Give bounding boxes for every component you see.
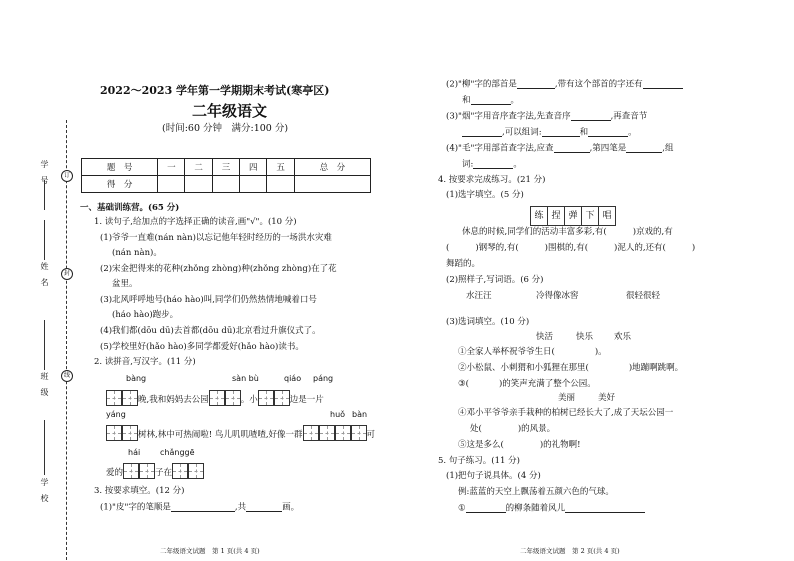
choice-char: 下: [582, 207, 599, 225]
score-cell[interactable]: [212, 176, 239, 193]
fill-sentence-2: [458, 364, 683, 373]
pinyin: hái: [128, 448, 141, 457]
question-text: ,可以组词:: [502, 127, 542, 138]
fill-sentence-3: [458, 380, 596, 389]
q4-instruction: 4. 按要求完成练习。(21 分): [438, 175, 546, 185]
answer-blank[interactable]: [466, 504, 506, 513]
q1-instruction: 1. 读句子,给加点的字选择正确的读音,画"√"。(10 分): [94, 217, 297, 227]
passage-text: )京戏的,有: [632, 227, 673, 237]
char-box[interactable]: [123, 463, 139, 479]
question-text: ,第四笔是: [589, 143, 627, 154]
q4-2-instruction: (2)照样子,写词语。(6 分): [446, 275, 544, 285]
fill-sentence-4: ④邓小平爷爷亲手栽种的柏树已经长大了,成了天坛公园一: [458, 408, 674, 418]
q1-4-sentence: (4)我们都(dōu dū)去首都(dōu dū)北京看过升旗仪式了。: [100, 326, 321, 336]
writing-line-3: [106, 460, 204, 479]
passage-text: (: [446, 243, 450, 253]
school-field[interactable]: [44, 420, 45, 475]
score-header-cell: 三: [212, 159, 239, 176]
sentence-text: )的礼物啊!: [539, 440, 581, 450]
page-footer-right: 二年级语文试题 第 2 页(共 4 页): [520, 547, 620, 555]
class-field[interactable]: [44, 320, 45, 370]
question-text: 画。: [282, 502, 300, 513]
word-option: 美丽: [558, 393, 576, 403]
char-box[interactable]: [274, 390, 290, 406]
page-footer-left: 二年级语文试题 第 1 页(共 4 页): [160, 547, 260, 555]
score-row-label: 得 分: [82, 176, 158, 193]
q4-1-passage-2: [446, 244, 695, 253]
q3-4-line: [446, 144, 673, 153]
question-text: 和: [579, 127, 589, 138]
answer-blank[interactable]: [571, 112, 611, 121]
binding-mark-feng: 封: [61, 268, 73, 280]
sentence-text: )的风景。: [517, 424, 556, 434]
question-text: 。: [513, 159, 522, 170]
choice-char: 唱: [602, 211, 612, 221]
sentence-text: 处(: [470, 424, 482, 434]
passage-text: )围棋的,有(: [544, 243, 589, 253]
choice-char: 捏: [548, 207, 565, 225]
score-cell[interactable]: [185, 176, 212, 193]
answer-blank[interactable]: [626, 144, 662, 153]
question-text: ,共: [234, 502, 247, 513]
fill-sentence-1: [458, 348, 607, 357]
section-1-heading: 一、基础训练营。(65 分): [80, 203, 180, 213]
word-option: 欢乐: [614, 332, 632, 342]
q5-1-instruction: (1)把句子说具体。(4 分): [446, 471, 541, 481]
q3-3-line: [446, 112, 647, 121]
word-option: 快乐: [576, 332, 594, 342]
example-word: 冷得像冰窖: [536, 291, 579, 301]
passage-text: 休息的时候,同学们的活动丰富多彩,有(: [462, 227, 607, 237]
passage-text: 晚,我和妈妈去公园: [138, 395, 209, 405]
question-text: 和: [462, 95, 471, 106]
score-header-cell: 一: [158, 159, 185, 176]
score-header-cell: 二: [185, 159, 212, 176]
char-box[interactable]: [258, 390, 274, 406]
q1-3-sentence: (3)北风呼呼地号(háo hào)叫,同学们仍然热情地喊着口号: [100, 295, 317, 305]
score-header-cell: 题 号: [82, 159, 158, 176]
score-table: [81, 158, 371, 193]
q1-1-sentence-cont: (nán nàn)。: [112, 248, 162, 258]
pinyin: huǒ: [330, 410, 346, 419]
binding-mark-ding: 订: [61, 170, 73, 182]
char-box[interactable]: [188, 463, 204, 479]
answer-blank[interactable]: [554, 144, 590, 153]
sentence-text: ③(: [458, 379, 469, 389]
q1-5-sentence: (5)学校里好(hǎo hào)多同学都爱好(hǎo hào)读书。: [100, 342, 304, 352]
answer-blank[interactable]: [588, 128, 628, 137]
score-cell[interactable]: [267, 176, 294, 193]
score-header-cell: 五: [267, 159, 294, 176]
binding-mark-xian: 线: [61, 370, 73, 382]
score-table-header-row: [82, 159, 371, 176]
answer-blank[interactable]: [246, 503, 282, 512]
example-word: 很轻很轻: [626, 291, 661, 301]
score-cell[interactable]: [158, 176, 185, 193]
q1-1-sentence: (1)爷爷一直难(nán nàn)以忘记他年轻时经历的一场洪水灾难: [100, 233, 332, 243]
score-cell[interactable]: [294, 176, 370, 193]
name-label: 姓 名: [40, 262, 49, 286]
question-text: (2)"柳"字的部首是: [446, 79, 517, 90]
passage-text: 树林,林中可热闹啦! 鸟儿叽叽喳喳,好像一群: [138, 430, 303, 440]
score-header-cell: 四: [240, 159, 267, 176]
student-id-field[interactable]: [44, 180, 45, 210]
student-id-label: 学 号: [40, 160, 49, 184]
q3-instruction: 3. 按要求填空。(12 分): [94, 486, 185, 496]
answer-blank[interactable]: [473, 160, 513, 169]
class-label: 班 级: [40, 372, 49, 396]
pinyin: sàn bù: [232, 374, 259, 383]
subject-title: 二年级语文: [192, 102, 268, 120]
time-and-score: (时间:60 分钟 满分:100 分): [162, 123, 289, 134]
choice-char: 练: [531, 207, 548, 225]
answer-blank[interactable]: [471, 96, 511, 105]
answer-blank[interactable]: [462, 128, 502, 137]
q3-3-line-cont: [462, 128, 637, 137]
question-text: 。: [510, 95, 520, 106]
answer-blank[interactable]: [565, 504, 645, 513]
sentence-text: ⑤这是多么(: [458, 440, 504, 450]
passage-text: )泥人的,还有(: [614, 243, 666, 253]
passage-text: 边是一片: [289, 395, 324, 405]
school-label: 学 校: [40, 478, 49, 502]
passage-text: 。小: [240, 395, 258, 405]
question-text: ,组: [662, 143, 674, 154]
q3-2-line: [446, 80, 683, 89]
q3-2-line-cont: [462, 96, 519, 105]
question-text: (3)"烟"字用音序查字法,先查音序: [446, 111, 571, 122]
char-box[interactable]: [172, 463, 188, 479]
word-option: 快活: [536, 332, 554, 342]
char-box[interactable]: [209, 390, 225, 406]
q1-2-sentence: (2)宋金把得来的花种(zhǒng zhòng)种(zhǒng zhòng)在了花: [100, 264, 337, 274]
passage-text: ): [691, 243, 696, 253]
char-box[interactable]: [303, 425, 319, 441]
pinyin: bàng: [126, 374, 147, 383]
score-header-cell: 总 分: [294, 159, 370, 176]
char-box[interactable]: [122, 425, 138, 441]
q5-instruction: 5. 句子练习。(11 分): [438, 456, 520, 466]
pinyin: páng: [313, 374, 334, 383]
answer-blank[interactable]: [171, 503, 235, 512]
sentence-text: )的笑声充满了整个公园。: [498, 379, 596, 389]
writing-line-1: [106, 387, 324, 406]
question-text: ①: [458, 503, 466, 514]
passage-text: 爱的: [106, 468, 124, 478]
char-box[interactable]: [122, 390, 138, 406]
score-table-score-row: [82, 176, 371, 193]
q4-1-passage-3: 舞蹈的。: [446, 259, 481, 269]
writing-line-2: [106, 422, 375, 441]
binding-line: [66, 120, 67, 560]
q2-instruction: 2. 读拼音,写汉字。(11 分): [94, 357, 196, 367]
char-choice-boxes: [530, 203, 616, 226]
q4-1-passage-1: [462, 228, 673, 237]
sentence-text: ②小松鼠、小刺猬和小狐狸在那里(: [458, 363, 589, 373]
char-box[interactable]: [106, 425, 122, 441]
pinyin: qiáo: [284, 374, 302, 383]
char-box[interactable]: [225, 390, 241, 406]
q1-2-sentence-cont: 盆里。: [112, 279, 138, 289]
pinyin: yáng: [106, 410, 126, 419]
q1-3-sentence-cont: (háo hào)跑步。: [112, 310, 179, 320]
question-text: 的柳条随着风儿: [505, 503, 566, 514]
choice-char: 弹: [565, 207, 582, 225]
pinyin: chǎnggē: [160, 448, 195, 457]
question-text: ,再查音节: [610, 111, 648, 122]
fill-sentence-4-cont: [470, 425, 555, 434]
question-text: (1)"皮"字的笔顺是: [100, 502, 171, 513]
answer-blank[interactable]: [643, 80, 683, 89]
question-text: (4)"毛"字用部首查字法,应查: [446, 143, 554, 154]
char-box[interactable]: [139, 463, 155, 479]
question-text: 。: [628, 127, 637, 138]
exam-title: 2022～2023 学年第一学期期末考试(寒亭区): [100, 84, 330, 97]
sentence-text: ①全家人举杯祝爷爷生日(: [458, 347, 555, 357]
q5-example: 例:蓝蓝的天空上飘荡着五颜六色的气球。: [458, 487, 614, 497]
sentence-text: )地蹦啊跳啊。: [628, 363, 684, 373]
sentence-text: )。: [594, 347, 607, 357]
example-word: 水汪汪: [466, 291, 492, 301]
answer-blank[interactable]: [542, 128, 580, 137]
char-box[interactable]: [319, 425, 335, 441]
pinyin: bàn: [352, 410, 368, 419]
answer-blank[interactable]: [517, 80, 555, 89]
char-box[interactable]: [335, 425, 351, 441]
q4-1-instruction: (1)选字填空。(5 分): [446, 190, 524, 200]
char-box[interactable]: [106, 390, 122, 406]
question-text: ,带有这个部首的字还有: [554, 79, 643, 90]
passage-text: )钢琴的,有(: [475, 243, 519, 253]
q5-exercise-1: [458, 504, 645, 513]
q3-1-line: [100, 503, 299, 512]
word-option: 美好: [598, 393, 616, 403]
char-box[interactable]: [351, 425, 367, 441]
q4-3-instruction: (3)选词填空。(10 分): [446, 317, 530, 327]
fill-sentence-5: [458, 441, 581, 450]
q3-4-line-cont: [462, 160, 522, 169]
passage-text: 子在: [155, 468, 173, 478]
question-text: 词:: [462, 159, 474, 170]
name-field[interactable]: [44, 220, 45, 260]
score-cell[interactable]: [240, 176, 267, 193]
passage-text: 可: [366, 430, 376, 440]
